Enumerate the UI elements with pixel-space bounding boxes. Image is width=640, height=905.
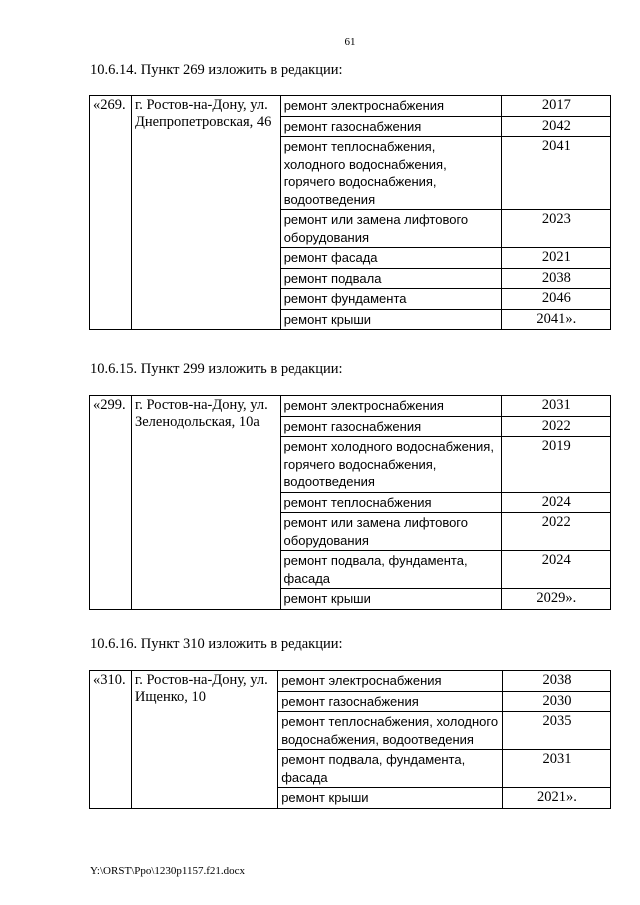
repair-work-type: ремонт фундамента [280, 289, 501, 310]
table-row [90, 671, 611, 692]
item-number: «269. [90, 96, 132, 330]
item-number: «299. [90, 396, 132, 610]
table-row [90, 396, 611, 417]
repair-year: 2046 [501, 289, 610, 310]
repair-work-type: ремонт электроснабжения [278, 671, 503, 692]
footer-file-path: Y:\ORST\Ppo\1230p1157.f21.docx [90, 865, 246, 877]
repair-year: 2022 [501, 513, 610, 551]
repair-work-type: ремонт крыши [280, 589, 501, 610]
repair-year: 2031 [501, 396, 610, 417]
repair-work-type: ремонт или замена лифтового оборудования [280, 210, 501, 248]
repair-year: 2038 [502, 671, 610, 692]
repair-work-type: ремонт фасада [280, 248, 501, 269]
repair-work-type: ремонт газоснабжения [278, 691, 503, 712]
repair-work-type: ремонт газоснабжения [280, 416, 501, 437]
repair-work-type: ремонт холодного водоснабжения, горячего водоснабжения, водоотведения [280, 437, 501, 493]
repair-work-type: ремонт теплоснабжения [280, 492, 501, 513]
building-address: г. Ростов-на-Дону, ул. Днепропетровская, 46 [131, 96, 280, 330]
repair-year: 2031 [502, 750, 610, 788]
building-address: г. Ростов-на-Дону, ул. Ищенко, 10 [131, 671, 277, 809]
item-number: «310. [90, 671, 132, 809]
repair-work-type: ремонт или замена лифтового оборудования [280, 513, 501, 551]
repair-year: 2021». [502, 788, 610, 809]
section-heading-299: 10.6.15. Пункт 299 изложить в редакции: [90, 361, 343, 377]
repair-year: 2041». [501, 309, 610, 330]
repair-work-type: ремонт теплоснабжения, холодного водоснабжения, горячего водоснабжения, водоотведения [280, 137, 501, 210]
repair-work-type: ремонт электроснабжения [280, 396, 501, 417]
repair-year: 2024 [501, 551, 610, 589]
repair-year: 2017 [501, 96, 610, 117]
repair-year: 2019 [501, 437, 610, 493]
repair-year: 2023 [501, 210, 610, 248]
repair-work-type: ремонт подвала, фундамента, фасада [278, 750, 503, 788]
repair-work-type: ремонт электроснабжения [280, 96, 501, 117]
repair-year: 2035 [502, 712, 610, 750]
section-heading-269: 10.6.14. Пункт 269 изложить в редакции: [90, 62, 343, 78]
repair-work-type: ремонт крыши [278, 788, 503, 809]
table-item-269 [89, 95, 611, 330]
repair-year: 2021 [501, 248, 610, 269]
repair-work-type: ремонт крыши [280, 309, 501, 330]
repair-year: 2042 [501, 116, 610, 137]
repair-work-type: ремонт подвала [280, 268, 501, 289]
repair-year: 2038 [501, 268, 610, 289]
repair-year: 2029». [501, 589, 610, 610]
repair-year: 2041 [501, 137, 610, 210]
repair-year: 2022 [501, 416, 610, 437]
building-address: г. Ростов-на-Дону, ул. Зеленодольская, 10а [131, 396, 280, 610]
table-item-310 [89, 670, 611, 809]
section-heading-310: 10.6.16. Пункт 310 изложить в редакции: [90, 636, 343, 652]
repair-work-type: ремонт теплоснабжения, холодного водоснабжения, водоотведения [278, 712, 503, 750]
table-row [90, 96, 611, 117]
repair-work-type: ремонт газоснабжения [280, 116, 501, 137]
table-item-299 [89, 395, 611, 610]
repair-year: 2030 [502, 691, 610, 712]
page-number: 61 [344, 36, 356, 48]
repair-work-type: ремонт подвала, фундамента, фасада [280, 551, 501, 589]
repair-year: 2024 [501, 492, 610, 513]
